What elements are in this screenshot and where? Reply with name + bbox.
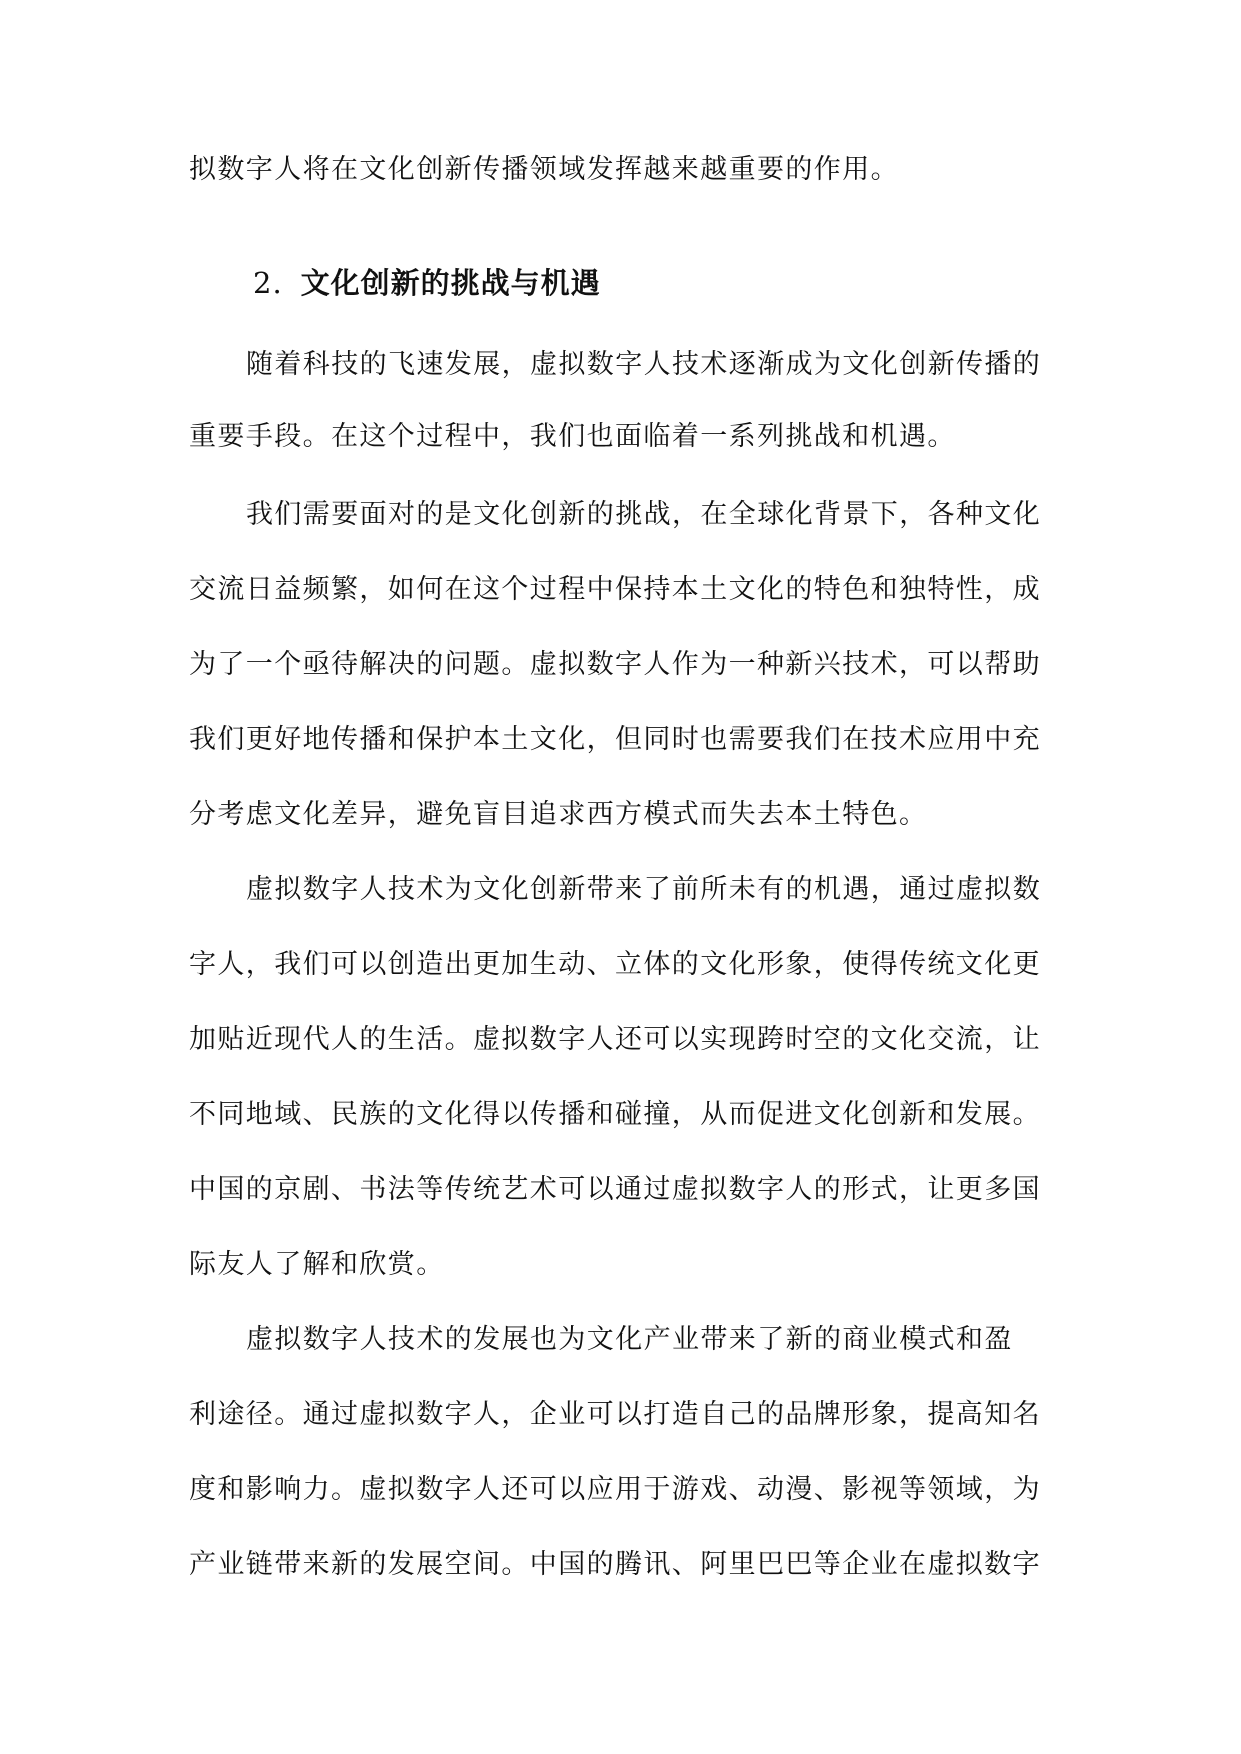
body-line: 字人，我们可以创造出更加生动、立体的文化形象，使得传统文化更 (189, 949, 1041, 980)
body-line: 拟数字人将在文化创新传播领域发挥越来越重要的作用。 (189, 154, 899, 185)
body-line: 为了一个亟待解决的问题。虚拟数字人作为一种新兴技术，可以帮助 (189, 649, 1041, 680)
body-line: 重要手段。在这个过程中，我们也面临着一系列挑战和机遇。 (189, 421, 956, 452)
body-line: 随着科技的飞速发展，虚拟数字人技术逐渐成为文化创新传播的 (246, 349, 1042, 380)
body-line: 不同地域、民族的文化得以传播和碰撞，从而促进文化创新和发展。 (189, 1099, 1041, 1130)
body-line: 度和影响力。虚拟数字人还可以应用于游戏、动漫、影视等领域，为 (189, 1474, 1041, 1505)
section-title: 文化创新的挑战与机遇 (300, 266, 601, 300)
body-line: 加贴近现代人的生活。虚拟数字人还可以实现跨时空的文化交流，让 (189, 1024, 1041, 1055)
section-heading (253, 262, 601, 304)
body-line: 虚拟数字人技术的发展也为文化产业带来了新的商业模式和盈 (246, 1324, 1013, 1355)
body-line: 交流日益频繁，如何在这个过程中保持本土文化的特色和独特性，成 (189, 574, 1041, 605)
body-line: 利途径。通过虚拟数字人，企业可以打造自己的品牌形象，提高知名 (189, 1399, 1041, 1430)
body-line: 虚拟数字人技术为文化创新带来了前所未有的机遇，通过虚拟数 (246, 874, 1042, 905)
body-line: 分考虑文化差异，避免盲目追求西方模式而失去本土特色。 (189, 799, 928, 830)
body-line: 我们更好地传播和保护本土文化，但同时也需要我们在技术应用中充 (189, 724, 1041, 755)
section-number: 2. (253, 266, 283, 300)
body-line: 际友人了解和欣赏。 (189, 1249, 445, 1280)
body-line: 我们需要面对的是文化创新的挑战，在全球化背景下，各种文化 (246, 499, 1042, 530)
body-line: 中国的京剧、书法等传统艺术可以通过虚拟数字人的形式，让更多国 (189, 1174, 1041, 1205)
body-line: 产业链带来新的发展空间。中国的腾讯、阿里巴巴等企业在虚拟数字 (189, 1549, 1041, 1580)
